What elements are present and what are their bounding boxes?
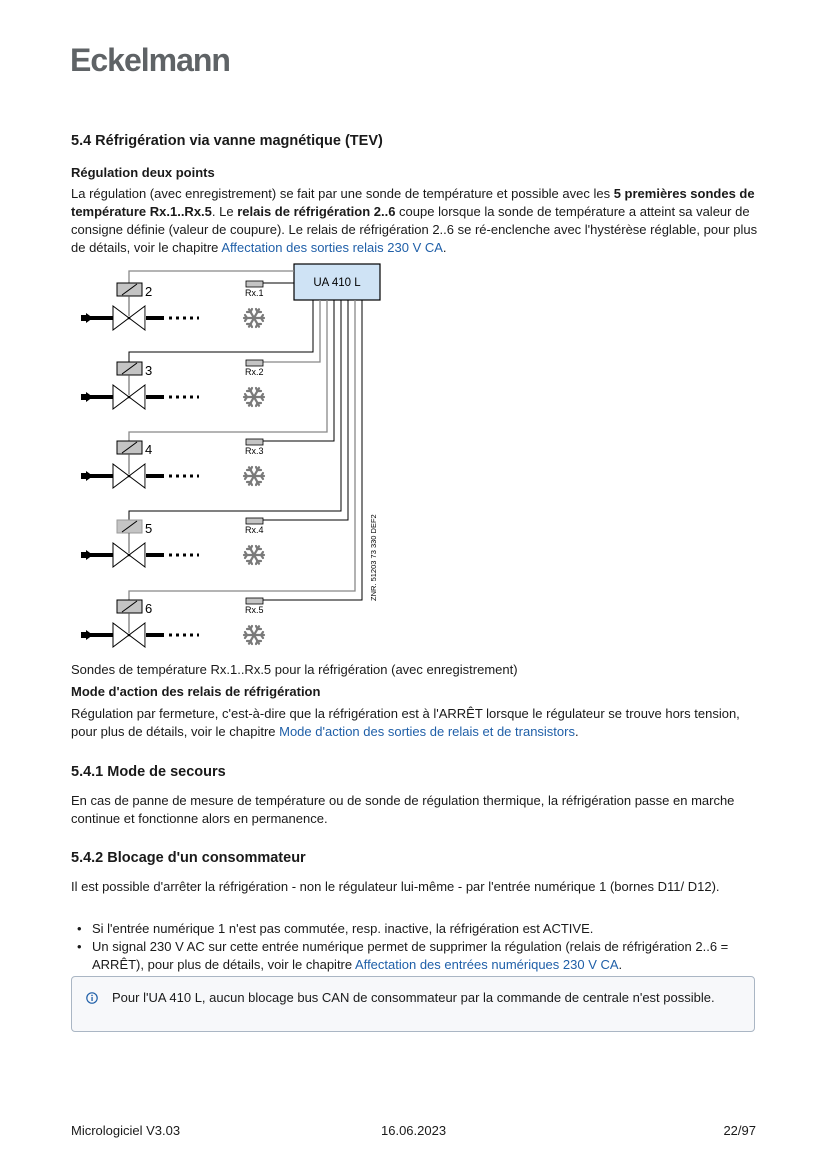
bullet-text: . (618, 957, 623, 972)
diagram-row-4 (81, 518, 264, 567)
section-541-paragraph: En cas de panne de mesure de température ou de sonde de régulation thermique, la réfrigération passe en marche continue et fonctionne alors en permanence. (71, 793, 735, 826)
brand-logo: Eckelmann (70, 42, 230, 78)
mode-text: Régulation par fermeture, c'est-à-dire que la réfrigération est à l'ARRÊT lorsque le régulateur se trouve hors tension, pour plus de détails, voir le chapitre (71, 706, 740, 739)
controller-label: UA 410 L (313, 277, 361, 289)
sensor-icon (246, 360, 263, 366)
intro-text: coupe lorsque la sonde de température a atteint sa valeur de consigne définie (valeur de coupure). Le relais de réfrigération 2..6 se ré-enclenche avec l'hystérèse réglable, pour plus de détails, voir le chapitre (71, 204, 758, 255)
mode-text: . (574, 724, 579, 739)
intro-text: La régulation (avec enregistrement) se fait par une sonde de température et possible avec les (71, 186, 614, 201)
list-item (71, 938, 761, 974)
link-digital-inputs[interactable]: Affectation des entrées numériques 230 V CA (355, 957, 619, 972)
bullet-list (71, 920, 761, 974)
section-title: 5.4 Réfrigération via vanne magnétique (TEV) (71, 133, 383, 149)
relay-label: 2 (145, 284, 153, 299)
sensor-icon (246, 281, 263, 287)
footer-date: 16.06.2023 (381, 1123, 447, 1138)
sensor-label: Rx.2 (245, 367, 264, 377)
relay-label: 4 (145, 442, 153, 457)
sensor-label: Rx.5 (245, 605, 264, 615)
diagram-caption: Sondes de température Rx.1..Rx.5 pour la réfrigération (avec enregistrement) (71, 662, 518, 677)
diagram-row-3 (81, 439, 264, 488)
intro-bold-sensors: 5 premières sondes de température Rx.1..Rx.5 (71, 186, 755, 219)
intro-text: . (442, 240, 447, 255)
sensor-label: Rx.3 (245, 446, 264, 456)
sensor-icon (246, 518, 263, 524)
note-text: Pour l'UA 410 L, aucun blocage bus CAN de consommateur par la commande de centrale n'est possible. (112, 990, 715, 1005)
intro-text: . Le (211, 204, 238, 219)
link-relay-mode[interactable]: Mode d'action des sorties de relais et de transistors (279, 724, 575, 739)
footer-page-number: 22/97 (723, 1123, 756, 1138)
bullet-text: Un signal 230 V AC sur cette entrée numérique permet de supprimer la régulation (relais de réfrigération 2..6 = ARRÊT), pour plus de détails, voir le chapitre (92, 939, 729, 972)
diagram-row-5 (81, 598, 264, 647)
footer-version: Micrologiciel V3.03 (71, 1123, 181, 1138)
relay-label: 6 (145, 601, 153, 616)
subsection-title-regulation: Régulation deux points (71, 165, 215, 180)
sensor-icon (246, 598, 263, 604)
diagram-row-2 (81, 360, 264, 409)
intro-bold-relays: relais de réfrigération 2..6 (237, 204, 396, 219)
subsection-title-mode: Mode d'action des relais de réfrigération (71, 684, 321, 699)
link-relay-outputs[interactable]: Affectation des sorties relais 230 V CA (221, 240, 443, 255)
section-title-541: 5.4.1 Mode de secours (71, 764, 226, 780)
bullet-text: Si l'entrée numérique 1 n'est pas commutée, resp. inactive, la réfrigération est ACTIVE. (92, 921, 594, 936)
section-542-paragraph: Il est possible d'arrêter la réfrigération - non le régulateur lui-même - par l'entrée numérique 1 (bornes D11/ D12). (71, 879, 720, 894)
info-note (71, 976, 755, 1032)
mode-paragraph (71, 705, 761, 741)
diagram-row-1 (81, 281, 264, 330)
sensor-label: Rx.1 (245, 288, 264, 298)
drawing-number: ZNR. 51203 73 330 DEF2 (369, 514, 378, 601)
sensor-icon (246, 439, 263, 445)
relay-label: 3 (145, 363, 153, 378)
sensor-label: Rx.4 (245, 525, 264, 535)
section-title-542: 5.4.2 Blocage d'un consommateur (71, 850, 306, 866)
list-item (71, 920, 761, 938)
relay-label: 5 (145, 521, 153, 536)
info-icon (86, 992, 98, 1004)
